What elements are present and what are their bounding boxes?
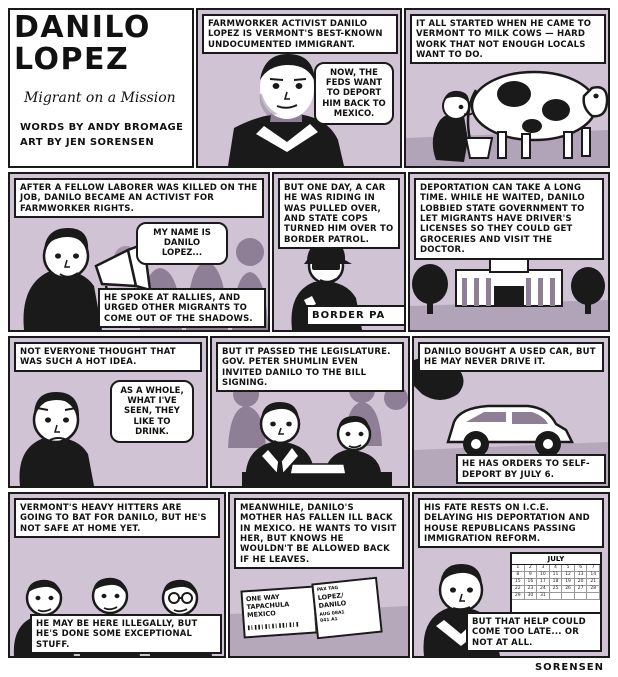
credits-words: WORDS BY ANDY BROMAGE [20, 122, 184, 133]
calendar-day: 26 [562, 586, 575, 593]
calendar-day: 16 [525, 579, 538, 586]
panel-10-caption: MEANWHILE, DANILO'S MOTHER HAS FALLEN ILL BACK IN MEXICO. HE WANTS TO VISIT HER, BUT KNOWS HE WOULDN'T BE ALLOWED BACK IF HE LEAVES. [234, 498, 404, 569]
calendar-day: 22 [512, 586, 525, 593]
ticket-country: MEXICO [246, 609, 277, 620]
comic-title-line1: DANILO [14, 10, 151, 45]
calendar-day: 20 [575, 579, 588, 586]
calendar-day: 3 [537, 565, 550, 572]
panel-9 [8, 492, 226, 658]
panel-6 [8, 336, 208, 488]
calendar-day: 12 [562, 572, 575, 579]
credits-art: ART BY JEN SORENSEN [20, 137, 155, 148]
ticket-city: TAPACHULA [246, 600, 290, 612]
panel-3-caption-2: HE SPOKE AT RALLIES, AND URGED OTHER MIGRANTS TO COME OUT OF THE SHADOWS. [98, 288, 266, 328]
panel-8-caption: DANILO BOUGHT A USED CAR, BUT HE MAY NEVER DRIVE IT. [418, 342, 604, 372]
airline-ticket-passenger [311, 577, 382, 640]
panel-11-caption: HIS FATE RESTS ON I.C.E. DELAYING HIS DEPORTATION AND HOUSE REPUBLICANS PASSING IMMIGRATION REFORM. [418, 498, 604, 548]
calendar [510, 552, 602, 616]
calendar-day: 14 [587, 572, 600, 579]
calendar-day: 2 [525, 565, 538, 572]
panel-1 [196, 8, 402, 168]
calendar-day: 15 [512, 579, 525, 586]
panel-5 [408, 172, 610, 332]
panel-4-caption: BUT ONE DAY, A CAR HE WAS RIDING IN WAS PULLED OVER, AND STATE COPS TURNED HIM OVER TO BORDER PATROL. [278, 178, 400, 249]
calendar-day [562, 593, 575, 600]
panel-10 [228, 492, 410, 658]
calendar-day: 4 [550, 565, 563, 572]
calendar-day: 18 [550, 579, 563, 586]
panel-8-caption-2: HE HAS ORDERS TO SELF-DEPORT BY JULY 6. [456, 454, 606, 484]
panel-7 [210, 336, 410, 488]
calendar-day: 25 [550, 586, 563, 593]
panel-3-caption: AFTER A FELLOW LABORER WAS KILLED ON THE JOB, DANILO BECAME AN ACTIVIST FOR FARMWORKER RIGHTS. [14, 178, 264, 218]
panel-1-caption: FARMWORKER ACTIVIST DANILO LOPEZ IS VERMONT'S BEST-KNOWN UNDOCUMENTED IMMIGRANT. [202, 14, 398, 54]
calendar-day: 13 [575, 572, 588, 579]
airline-ticket-destination: ONE WAY TAPACHULA MEXICO ▌▎▌▌▎▌▎▌▎▌▌▎▌▎▌ [240, 585, 317, 638]
calendar-day: 8 [512, 572, 525, 579]
comic-title [14, 12, 186, 75]
calendar-day [587, 593, 600, 600]
ticket-lastname: LOPEZ/ [317, 590, 344, 602]
calendar-day: 9 [525, 572, 538, 579]
artist-signature: SORENSEN [534, 662, 604, 673]
calendar-day: 23 [525, 586, 538, 593]
panel-1-bubble: NOW, THE FEDS WANT TO DEPORT HIM BACK TO MEXICO. [314, 62, 394, 125]
calendar-day [575, 593, 588, 600]
panel-11-caption-2: BUT THAT HELP COULD COME TOO LATE... OR NOT AT ALL. [466, 612, 602, 652]
panel-6-caption: NOT EVERYONE THOUGHT THAT WAS SUCH A HOT IDEA. [14, 342, 202, 372]
panel-11 [412, 492, 610, 658]
panel-4-label: BORDER PA [306, 305, 406, 326]
panel-5-caption: DEPORTATION CAN TAKE A LONG TIME. WHILE HE WAITED, DANILO LOBBIED STATE GOVERNMENT TO LET MIGRANTS HAVE DRIVER'S LICENSES SO THEY COULD GET GROCERIES AND VISIT THE DOCTOR. [414, 178, 604, 260]
panel-7-caption: BUT IT PASSED THE LEGISLATURE. GOV. PETER SHUMLIN EVEN INVITED DANILO TO THE BILL SIGNING. [216, 342, 404, 392]
calendar-day [550, 593, 563, 600]
comic-title-line2: LOPEZ [14, 41, 130, 77]
calendar-day: 5 [562, 565, 575, 572]
calendar-day: 17 [537, 579, 550, 586]
comic-credits [20, 120, 186, 150]
panel-9-caption: VERMONT'S HEAVY HITTERS ARE GOING TO BAT FOR DANILO, BUT HE'S NOT SAFE AT HOME YET. [14, 498, 220, 538]
calendar-day: 6 [575, 565, 588, 572]
title-panel [8, 8, 194, 168]
ticket-firstname: DANILO [318, 598, 347, 610]
calendar-day: 27 [575, 586, 588, 593]
calendar-day: 29 [512, 593, 525, 600]
panel-4 [272, 172, 406, 332]
panel-3-bubble: MY NAME IS DANILO LOPEZ... [136, 222, 228, 265]
calendar-month: JULY [512, 554, 600, 565]
calendar-day: 30 [525, 593, 538, 600]
calendar-day: 19 [562, 579, 575, 586]
calendar-grid [512, 565, 600, 600]
panel-9-caption-2: HE MAY BE HERE ILLEGALLY, BUT HE'S DONE SOME EXCEPTIONAL STUFF. [30, 614, 222, 654]
panel-8 [412, 336, 610, 488]
calendar-day: 7 [587, 565, 600, 572]
ticket-tag: PAX TAG [316, 585, 339, 594]
ticket-seat: 041 A1 [319, 616, 338, 624]
panel-6-bubble: AS A WHOLE, WHAT I'VE SEEN, THEY LIKE TO DRINK. [110, 380, 194, 443]
calendar-day: 11 [550, 572, 563, 579]
panel-3 [8, 172, 270, 332]
panel-2-caption: IT ALL STARTED WHEN HE CAME TO VERMONT TO MILK COWS — HARD WORK THAT NOT ENOUGH LOCALS WANT TO DO. [410, 14, 606, 64]
calendar-day: 24 [537, 586, 550, 593]
calendar-day: 28 [587, 586, 600, 593]
ticket-date: AUG 08A1 [319, 610, 345, 618]
calendar-day: 10 [537, 572, 550, 579]
comic-subtitle: Migrant on a Mission [24, 90, 176, 106]
calendar-day: 1 [512, 565, 525, 572]
calendar-day: 31 [537, 593, 550, 600]
ticket-one-way: ONE WAY [245, 592, 280, 604]
calendar-day: 21 [587, 579, 600, 586]
panel-2 [404, 8, 610, 168]
